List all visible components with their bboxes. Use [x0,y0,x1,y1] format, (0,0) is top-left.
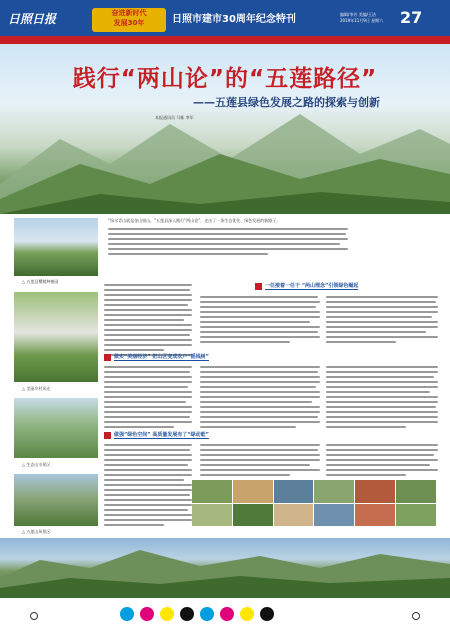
collage-photo [355,480,395,503]
section-heading-3-text: 做强“绿色空间” 高质量发展有了“绿动能” [114,432,209,438]
text-column-3b [200,444,320,479]
cyan-swatch [200,607,214,621]
date-line: 2019年11月9日 星期六 [340,18,384,23]
page-number: 27 [400,8,423,27]
print-color-bar [120,607,274,621]
registration-mark-right [412,612,420,620]
registration-mark-left [30,612,38,620]
section-heading-2-text: 做实“美丽经济” 把山区变成农户“摇钱树” [114,354,209,360]
slogan-line-2: 发展30年 [113,19,145,27]
collage-photo [274,480,314,503]
caption-mountain: △ 五莲山风景区 [22,529,51,534]
section-marker [255,283,262,290]
section-marker [104,354,111,361]
magenta-swatch [220,607,234,621]
slogan-badge [92,8,166,32]
black-swatch [180,607,194,621]
intro-block [108,218,350,276]
collage-photo [192,504,232,527]
section-marker [104,432,111,439]
collage-photo [396,504,436,527]
collage-photo [314,480,354,503]
text-column-3c [326,444,438,479]
collage-photo [396,480,436,503]
text-column-1c [326,296,438,346]
collage-photo [192,480,232,503]
intro-lead: “绿水青山就是金山银山。”五莲县深入践行“两山论”，走出了一条生态优先、绿色发展的新路子。 [108,218,281,223]
text-column-2a [104,366,192,431]
masthead-band [0,36,450,44]
section-heading-1-text: 一任接着一任干 “两山理念”引领绿色崛起 [265,283,359,289]
section-heading-2 [104,352,209,362]
hero-banner [0,44,450,214]
article-subtitle: ——五莲县绿色发展之路的探索与创新 [193,96,380,109]
text-column-1b [200,296,320,346]
black-swatch [260,607,274,621]
section-heading-3 [104,430,209,440]
text-column-3a [104,444,192,529]
section-heading-1 [255,281,358,291]
photo-collage [192,480,436,526]
intro-text-lines [108,228,350,255]
collage-photo [233,480,273,503]
page-meta [340,12,383,24]
text-column-2c [326,366,438,431]
caption-scenic: △ 生态山水景区 [22,462,51,467]
magenta-swatch [140,607,154,621]
text-column-2b [200,366,320,431]
photo-mountain [14,474,98,526]
collage-photo [355,504,395,527]
collage-photo [314,504,354,527]
article-byline: 本报通讯员 马栋 李军 [155,115,194,120]
panorama-mountains [0,538,450,598]
anniversary-title: 日照市建市30周年纪念特刊 [172,14,296,25]
newspaper-brand: 日照日报 [8,12,57,26]
editor-line: 编辑/李芳 美编/王洁 [340,12,376,17]
text-column-1a [104,284,192,359]
slogan-line-1: 奋进新时代 [111,9,147,17]
collage-photo [233,504,273,527]
photo-orchard [14,218,98,276]
photo-village [14,292,98,382]
caption-village: △ 美丽乡村风光 [22,386,51,391]
collage-photo [274,504,314,527]
masthead [0,0,450,44]
article-title: 践行“两山论”的“五莲路径” [72,66,378,92]
yellow-swatch [240,607,254,621]
yellow-swatch [160,607,174,621]
caption-orchard: △ 五莲县樱桃种植园 [22,279,59,284]
cyan-swatch [120,607,134,621]
panorama-photo [0,538,450,598]
photo-scenic [14,398,98,458]
